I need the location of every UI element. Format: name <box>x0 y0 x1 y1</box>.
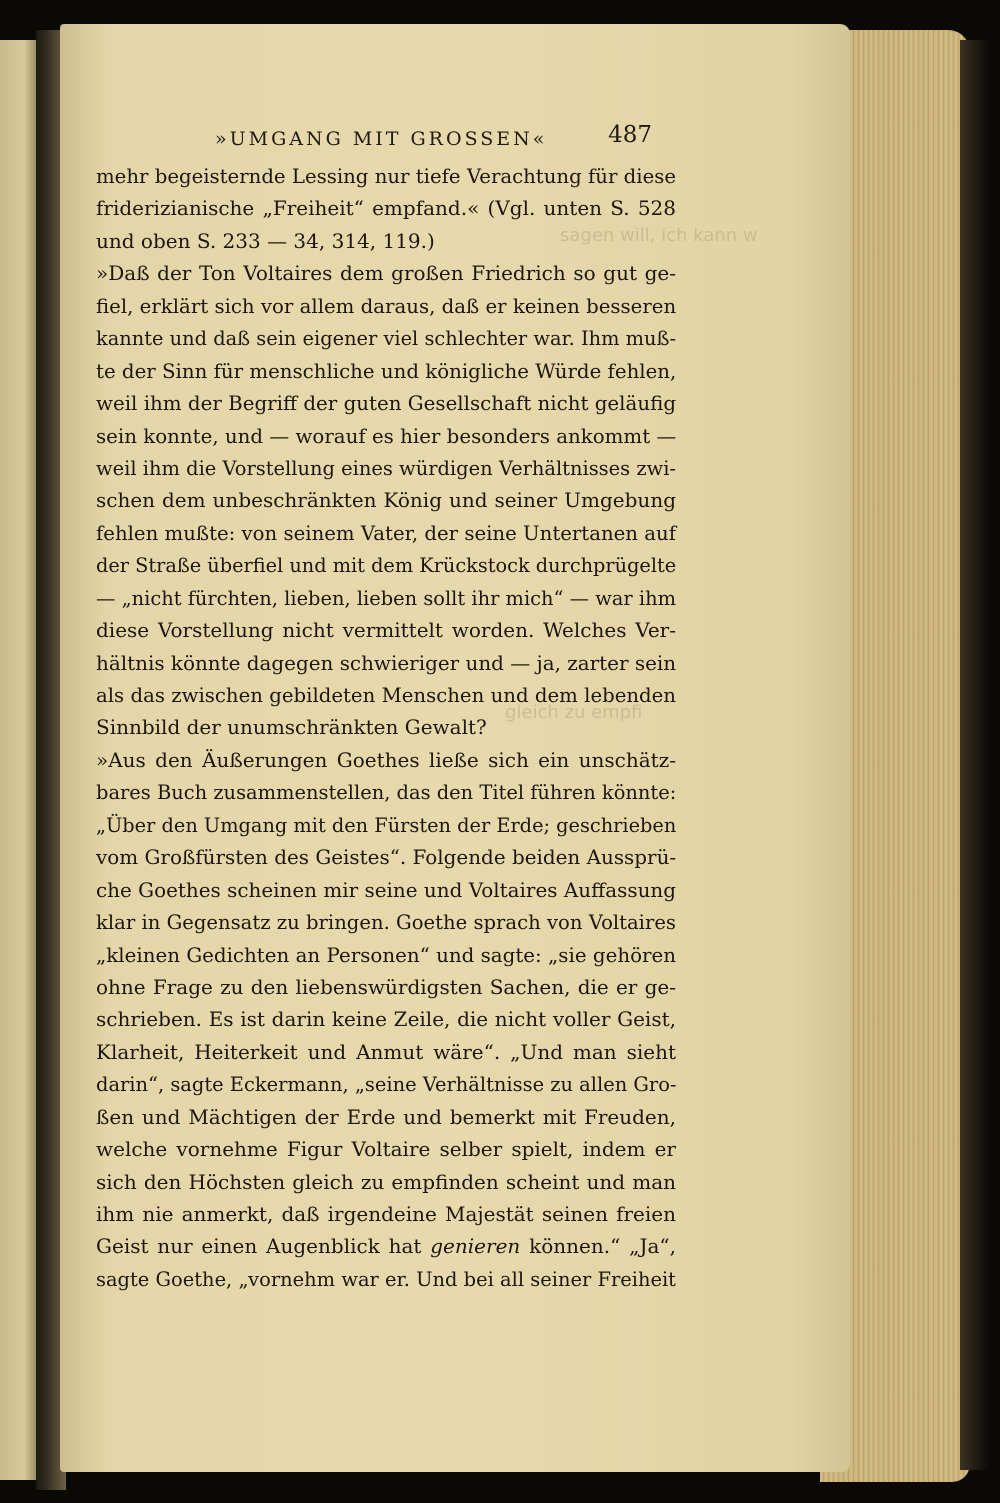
text-line: te der Sinn für menschliche und königliche Würde fehlen, <box>96 358 677 383</box>
text-line: che Goethes scheinen mir seine und Voltaires Auffassung <box>96 877 677 902</box>
text-line: Klarheit, Heiterkeit und Anmut wäre“. „Und man sieht <box>96 1039 676 1064</box>
text-line: »Aus den Äußerungen Goethes ließe sich ein unschätz- <box>96 747 676 772</box>
text-line: ßen und Mächtigen der Erde und bemerkt mit Freuden, <box>96 1104 676 1129</box>
text-line: als das zwischen gebildeten Menschen und dem lebenden <box>96 683 676 707</box>
text-line: »Daß der Ton Voltaires dem großen Friedrich so gut ge- <box>96 261 676 286</box>
text-line: mehr begeisternde Lessing nur tiefe Verachtung für diese <box>96 164 676 188</box>
text-line: „Über den Umgang mit den Fürsten der Erde; geschrieben <box>96 812 677 837</box>
page-stack-shadow <box>960 40 990 1470</box>
text-line: darin“, sagte Eckermann, „seine Verhältnisse zu allen Gro- <box>96 1072 677 1097</box>
text-line: sein konnte, und — worauf es hier besonders ankommt — <box>96 423 677 448</box>
text-line: „kleinen Gedichten an Personen“ und sagte: „sie gehören <box>96 942 677 967</box>
text-line: fiel, erklärt sich vor allem daraus, daß er keinen besseren <box>96 293 677 318</box>
text-line: und oben S. 233 — 34, 314, 119.) <box>96 228 435 253</box>
text-line: diese Vorstellung nicht vermittelt worden. Welches Ver- <box>96 618 676 643</box>
text-line: vom Großfürsten des Geistes“. Folgende beiden Aussprü- <box>96 845 677 870</box>
text-line: weil ihm die Vorstellung eines würdigen Verhältnisses zwi- <box>96 455 676 480</box>
text-line: schrieben. Es ist darin keine Zeile, die nicht voller Geist, <box>96 1007 676 1032</box>
text-line: fehlen mußte: von seinem Vater, der seine Untertanen auf <box>96 520 676 545</box>
text-line: klar in Gegensatz zu bringen. Goethe sprach von Voltaires <box>96 910 676 935</box>
text-line: welche vornehme Figur Voltaire selber spielt, indem er <box>96 1137 676 1162</box>
page-number: 487 <box>608 122 652 148</box>
text-line: bares Buch zusammenstellen, das den Titel führen könnte: <box>96 780 677 805</box>
running-head <box>160 122 670 156</box>
running-title: »UMGANG MIT GROSSEN« <box>215 128 548 150</box>
text-line: sich den Höchsten gleich zu empfinden scheint und man <box>96 1169 676 1194</box>
text-line: — „nicht fürchten, lieben, lieben sollt ihr mich“ — war ihm <box>96 585 677 610</box>
text-line: friderizianische „Freiheit“ empfand.« (Vgl. unten S. 528 <box>96 196 676 221</box>
text-line: sagte Goethe, „vornehm war er. Und bei all seiner Freiheit <box>96 1266 676 1291</box>
text-line: ihm nie anmerkt, daß irgendeine Majestät seinen freien <box>96 1202 676 1226</box>
text-line: Sinnbild der unumschränkten Gewalt? <box>96 715 487 740</box>
show-through-text: sagen will, ich kann w <box>560 225 758 246</box>
text-line-with-italic <box>96 1230 676 1262</box>
show-through-text: gleich zu empfi <box>505 702 643 723</box>
text-run: Geist nur einen Augenblick hat <box>96 1234 431 1259</box>
text-line: ohne Frage zu den liebenswürdigsten Sachen, die er ge- <box>96 974 676 999</box>
facing-page-edge <box>0 40 40 1480</box>
text-line: hältnis könnte dagegen schwieriger und — ja, zarter sein <box>96 650 677 675</box>
italic-word: genieren <box>430 1234 521 1259</box>
body-text <box>96 160 676 1295</box>
text-line: schen dem unbeschränkten König und seiner Umgebung <box>96 488 676 513</box>
text-line: der Straße überfiel und mit dem Krückstock durchprügelte <box>96 553 677 578</box>
text-run: können.“ „Ja“, <box>520 1234 676 1259</box>
text-line: weil ihm der Begriff der guten Gesellschaft nicht geläufig <box>96 391 677 416</box>
text-line: kannte und daß sein eigener viel schlechter war. Ihm muß- <box>96 326 677 351</box>
